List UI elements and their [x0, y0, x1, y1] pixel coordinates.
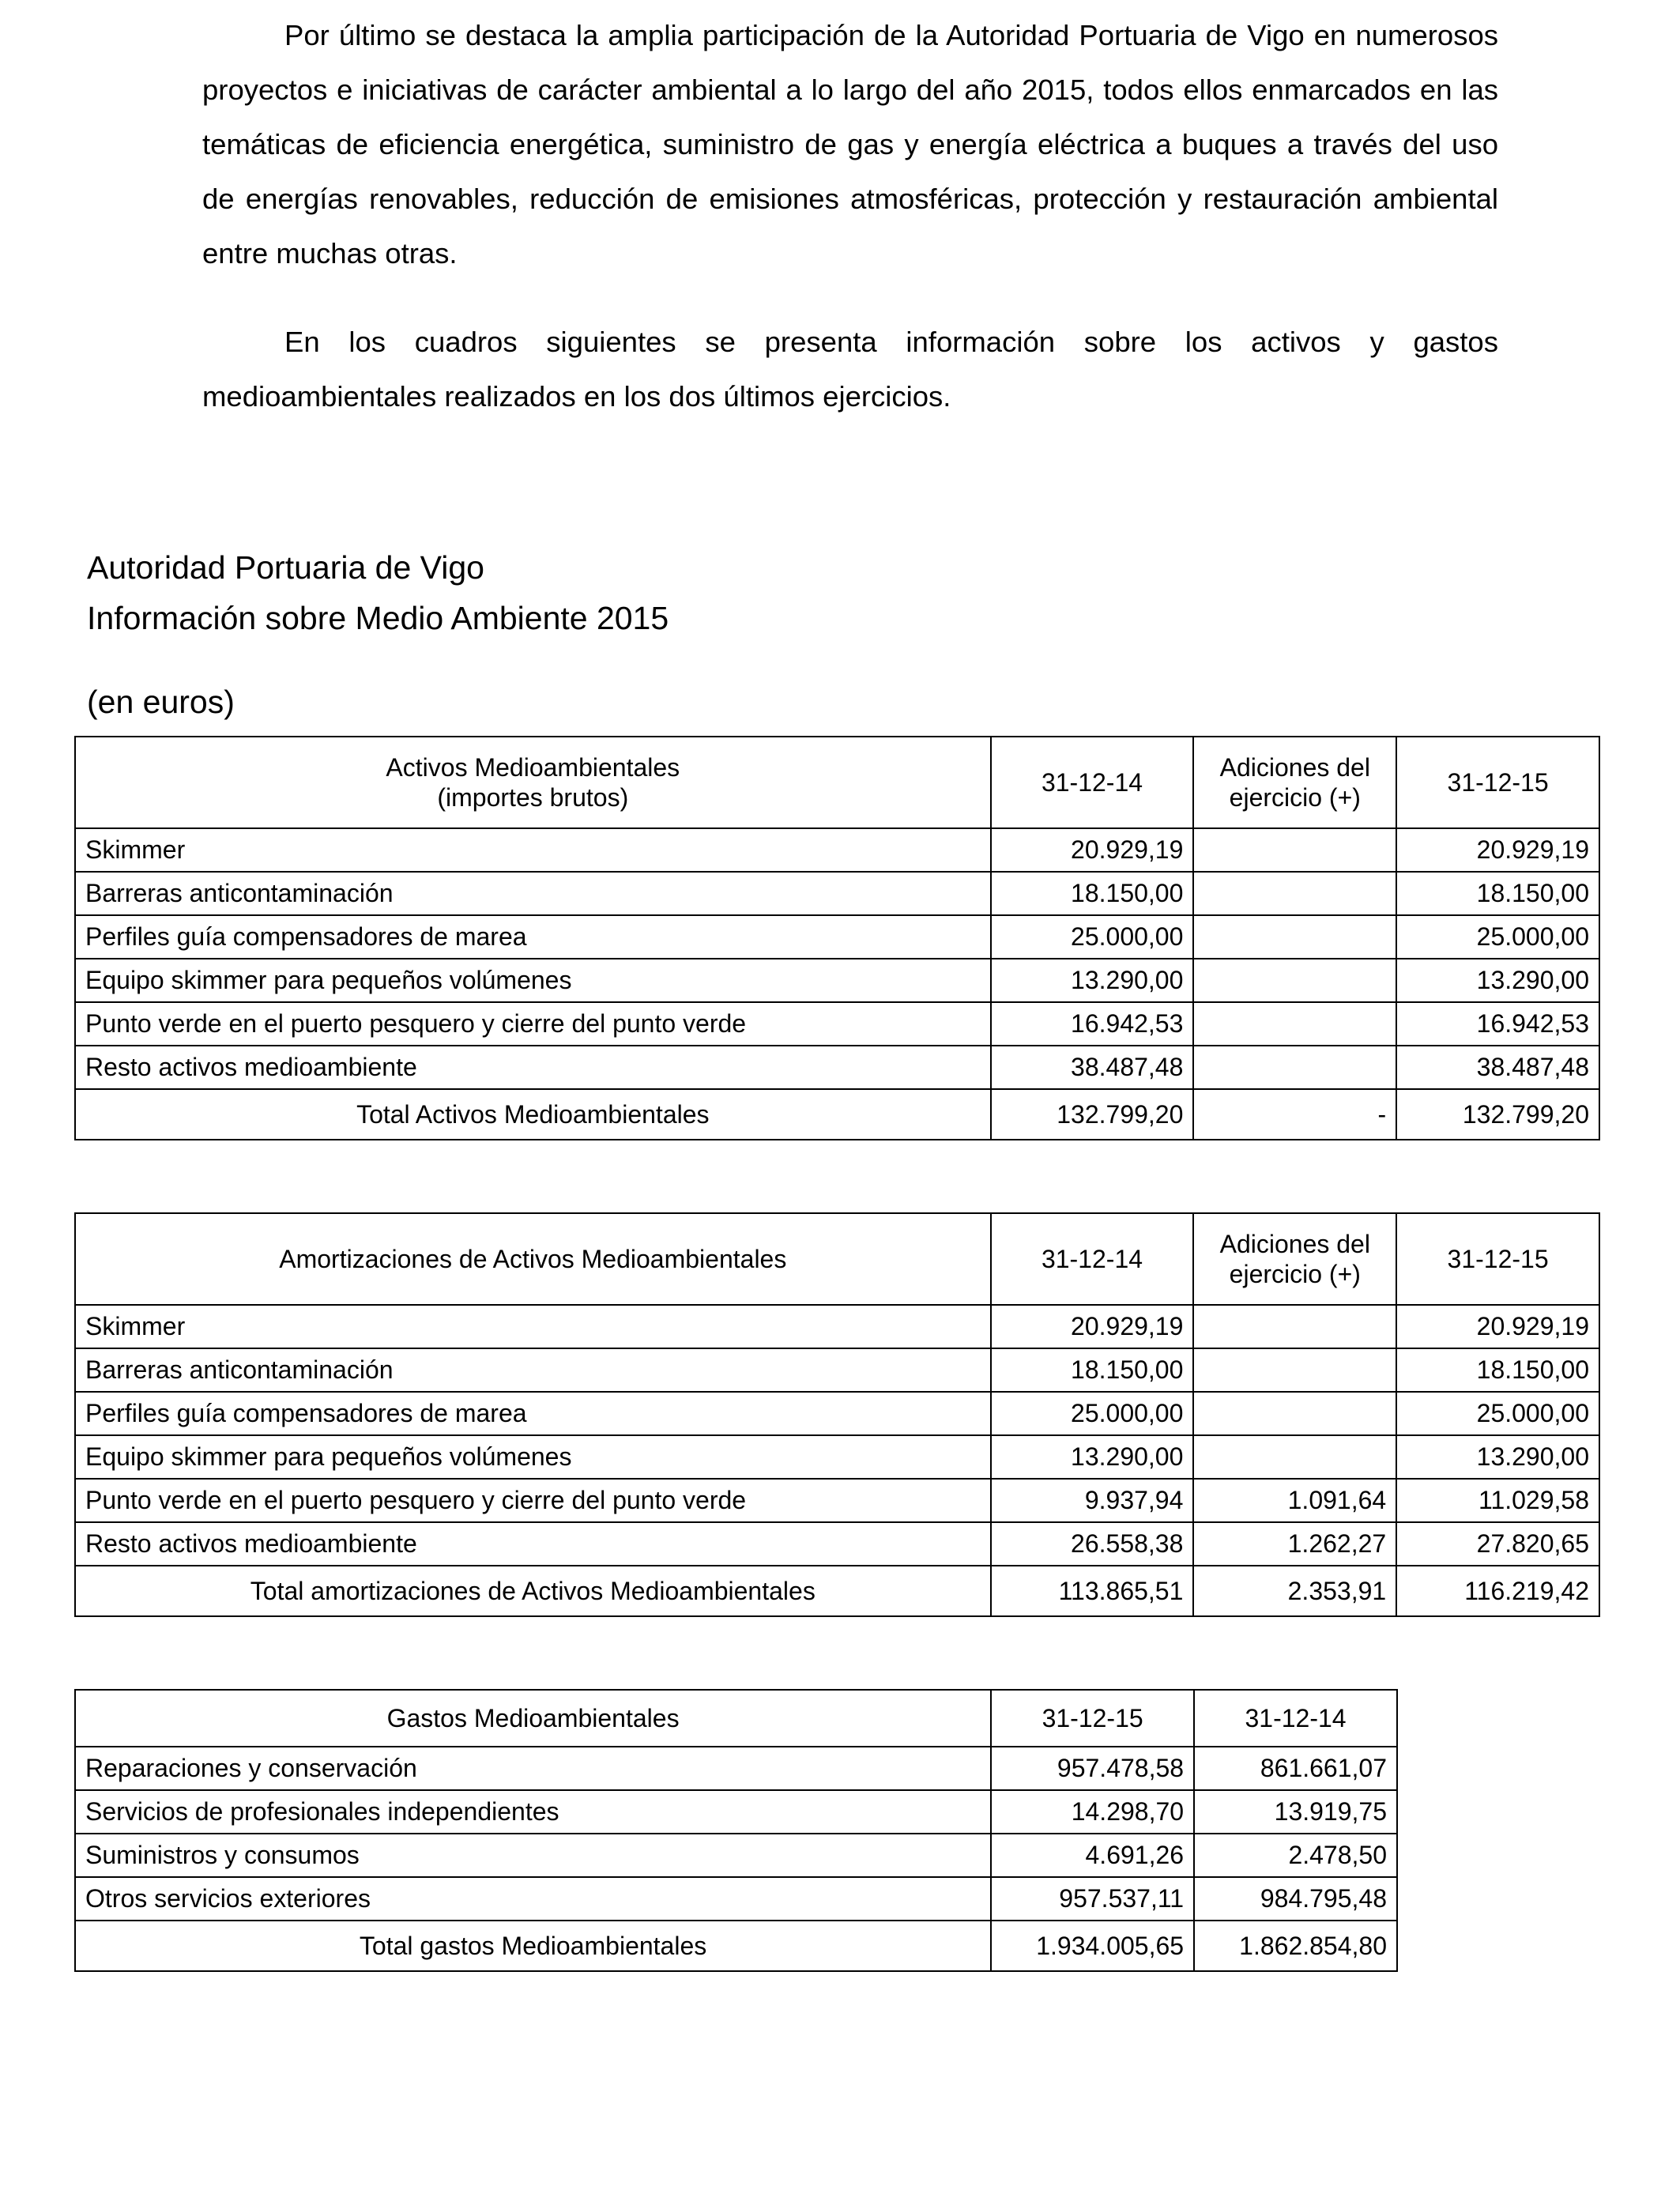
- amount-cell: [1193, 915, 1396, 959]
- total-amount-cell: 132.799,20: [1396, 1089, 1599, 1140]
- organization-heading: Autoridad Portuaria de Vigo: [87, 549, 484, 586]
- column-header: 31-12-15: [1396, 1213, 1599, 1305]
- amount-cell: 25.000,00: [991, 1392, 1194, 1435]
- table-row: [75, 1435, 1599, 1479]
- table-row: [75, 1348, 1599, 1392]
- intro-paragraph-2: En los cuadros siguientes se presenta información sobre los activos y gastos medioambientales realizados en los dos últimos ejercicios.: [202, 326, 1498, 413]
- table-row: [75, 1002, 1599, 1046]
- column-header: 31-12-15: [991, 1690, 1194, 1747]
- amount-cell: 25.000,00: [1396, 915, 1599, 959]
- total-amount-cell: 132.799,20: [991, 1089, 1194, 1140]
- amount-cell: 38.487,48: [991, 1046, 1194, 1089]
- info-title-heading: Información sobre Medio Ambiente 2015: [87, 600, 669, 636]
- column-header: Gastos Medioambientales: [75, 1690, 991, 1747]
- table-row: [75, 1834, 1397, 1877]
- table-row: [75, 872, 1599, 915]
- amount-cell: 2.478,50: [1194, 1834, 1397, 1877]
- amount-cell: 16.942,53: [1396, 1002, 1599, 1046]
- amount-cell: 16.942,53: [991, 1002, 1194, 1046]
- column-header: 31-12-15: [1396, 737, 1599, 828]
- amount-cell: [1193, 959, 1396, 1002]
- total-amount-cell: 1.862.854,80: [1194, 1921, 1397, 1971]
- total-row: [75, 1089, 1599, 1140]
- row-label: Skimmer: [75, 828, 991, 872]
- table-header-row: [75, 1690, 1397, 1747]
- amount-cell: 20.929,19: [991, 1305, 1194, 1348]
- row-label: Perfiles guía compensadores de marea: [75, 1392, 991, 1435]
- amount-cell: 4.691,26: [991, 1834, 1194, 1877]
- intro-paragraph-1: Por último se destaca la amplia participación de la Autoridad Portuaria de Vigo en numerosos proyectos e iniciativas de carácter ambiental a lo largo del año 2015, todos ellos enmarcados en las temáticas de eficiencia energética, suministro de gas y energía eléctrica a buques a través del uso de energías renovables, reducción de emisiones atmosféricas, protección y restauración ambiental entre muchas otras.: [202, 19, 1498, 270]
- amount-cell: 18.150,00: [1396, 872, 1599, 915]
- row-label: Resto activos medioambiente: [75, 1522, 991, 1566]
- row-label: Suministros y consumos: [75, 1834, 991, 1877]
- column-header: 31-12-14: [1194, 1690, 1397, 1747]
- table-row: [75, 1877, 1397, 1921]
- column-header: Adiciones del ejercicio (+): [1193, 1213, 1396, 1305]
- amount-cell: 13.290,00: [991, 1435, 1194, 1479]
- table-row: [75, 915, 1599, 959]
- table-row: [75, 1790, 1397, 1834]
- amount-cell: 861.661,07: [1194, 1747, 1397, 1790]
- amount-cell: [1193, 1046, 1396, 1089]
- amount-cell: 38.487,48: [1396, 1046, 1599, 1089]
- column-header: Adiciones del ejercicio (+): [1193, 737, 1396, 828]
- table-header-row: [75, 1213, 1599, 1305]
- row-label: Punto verde en el puerto pesquero y cierre del punto verde: [75, 1002, 991, 1046]
- amount-cell: 14.298,70: [991, 1790, 1194, 1834]
- amount-cell: 20.929,19: [1396, 828, 1599, 872]
- table-row: [75, 1479, 1599, 1522]
- amount-cell: 25.000,00: [1396, 1392, 1599, 1435]
- amount-cell: 20.929,19: [991, 828, 1194, 872]
- column-header: Amortizaciones de Activos Medioambientales: [75, 1213, 991, 1305]
- amount-cell: 27.820,65: [1396, 1522, 1599, 1566]
- column-header: Activos Medioambientales (importes brutos): [75, 737, 991, 828]
- row-label: Equipo skimmer para pequeños volúmenes: [75, 959, 991, 1002]
- column-header: 31-12-14: [991, 737, 1194, 828]
- amount-cell: 957.478,58: [991, 1747, 1194, 1790]
- row-label: Resto activos medioambiente: [75, 1046, 991, 1089]
- amount-cell: 26.558,38: [991, 1522, 1194, 1566]
- gastos-table: [74, 1689, 1398, 1972]
- amount-cell: 1.262,27: [1193, 1522, 1396, 1566]
- table-row: [75, 1305, 1599, 1348]
- table-row: [75, 1046, 1599, 1089]
- amount-cell: 13.919,75: [1194, 1790, 1397, 1834]
- row-label: Barreras anticontaminación: [75, 1348, 991, 1392]
- amount-cell: 13.290,00: [991, 959, 1194, 1002]
- amount-cell: [1193, 828, 1396, 872]
- amount-cell: 1.091,64: [1193, 1479, 1396, 1522]
- row-label: Punto verde en el puerto pesquero y cierre del punto verde: [75, 1479, 991, 1522]
- currency-unit-label: (en euros): [87, 684, 235, 720]
- total-amount-cell: 1.934.005,65: [991, 1921, 1194, 1971]
- amount-cell: [1193, 1435, 1396, 1479]
- table-row: [75, 1747, 1397, 1790]
- amount-cell: 957.537,11: [991, 1877, 1194, 1921]
- amount-cell: 18.150,00: [991, 1348, 1194, 1392]
- table-row: [75, 828, 1599, 872]
- column-header: 31-12-14: [991, 1213, 1194, 1305]
- amount-cell: 13.290,00: [1396, 1435, 1599, 1479]
- table-row: [75, 1522, 1599, 1566]
- total-row: [75, 1921, 1397, 1971]
- table-row: [75, 959, 1599, 1002]
- activos-table: [74, 736, 1600, 1140]
- amount-cell: 984.795,48: [1194, 1877, 1397, 1921]
- amount-cell: [1193, 1392, 1396, 1435]
- amount-cell: 13.290,00: [1396, 959, 1599, 1002]
- amount-cell: 18.150,00: [1396, 1348, 1599, 1392]
- row-label: Equipo skimmer para pequeños volúmenes: [75, 1435, 991, 1479]
- row-label: Skimmer: [75, 1305, 991, 1348]
- amount-cell: 18.150,00: [991, 872, 1194, 915]
- total-amount-cell: -: [1193, 1089, 1396, 1140]
- total-amount-cell: 113.865,51: [991, 1566, 1194, 1616]
- row-label: Servicios de profesionales independientes: [75, 1790, 991, 1834]
- row-label: Reparaciones y conservación: [75, 1747, 991, 1790]
- amount-cell: 20.929,19: [1396, 1305, 1599, 1348]
- total-label: Total amortizaciones de Activos Medioambientales: [75, 1566, 991, 1616]
- amount-cell: [1193, 1002, 1396, 1046]
- total-label: Total gastos Medioambientales: [75, 1921, 991, 1971]
- amount-cell: 9.937,94: [991, 1479, 1194, 1522]
- amount-cell: [1193, 1348, 1396, 1392]
- amount-cell: [1193, 872, 1396, 915]
- row-label: Barreras anticontaminación: [75, 872, 991, 915]
- amortizaciones-table: [74, 1212, 1600, 1617]
- table-header-row: [75, 737, 1599, 828]
- amount-cell: [1193, 1305, 1396, 1348]
- table-row: [75, 1392, 1599, 1435]
- total-amount-cell: 2.353,91: [1193, 1566, 1396, 1616]
- row-label: Otros servicios exteriores: [75, 1877, 991, 1921]
- total-amount-cell: 116.219,42: [1396, 1566, 1599, 1616]
- row-label: Perfiles guía compensadores de marea: [75, 915, 991, 959]
- amount-cell: 11.029,58: [1396, 1479, 1599, 1522]
- total-row: [75, 1566, 1599, 1616]
- amount-cell: 25.000,00: [991, 915, 1194, 959]
- total-label: Total Activos Medioambientales: [75, 1089, 991, 1140]
